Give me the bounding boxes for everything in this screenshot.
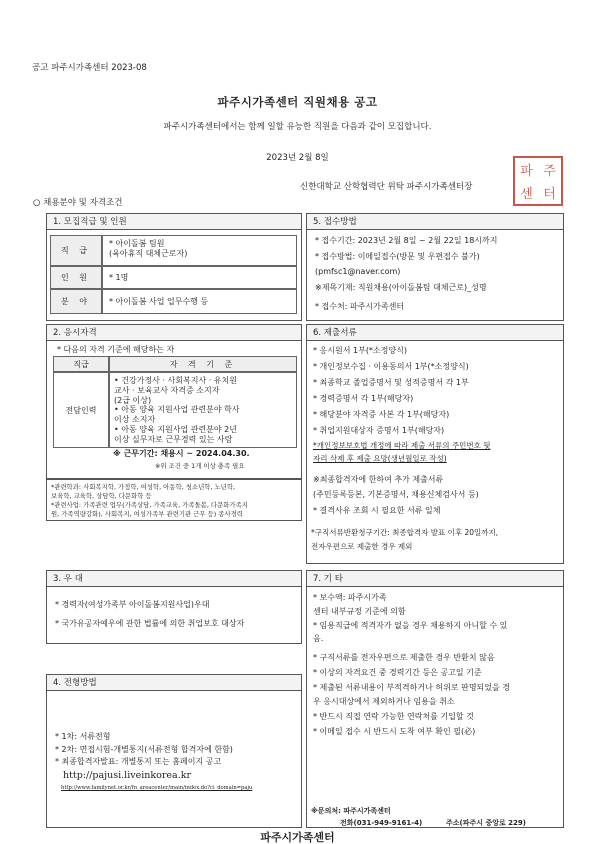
contact-phone: 전화(031-949-9161-4): [340, 819, 423, 827]
intro-text: 파주시가족센터에서는 함께 일할 유능한 직원을 다음과 같이 모집합니다.: [163, 122, 432, 132]
section-title: 1. 모집직급 및 인원: [47, 214, 301, 230]
label-field: 분 야: [50, 289, 102, 314]
criteria-note: ※위 조건 중 1개 이상 충족 필요: [155, 462, 245, 470]
value-rank: * 아이돌봄 팀원 (육아휴직 대체근로자): [102, 235, 297, 266]
qualification-lead: * 다음의 자격 기준에 해당하는 자: [57, 345, 175, 354]
label-headcount: 인 원: [50, 266, 102, 289]
issuer-name: 신한대학교 산학협력단 위탁 파주시가족센터장: [300, 182, 473, 192]
section-title: 6. 제출서류: [307, 325, 563, 341]
contact-label: ※문의처: 파주시가족센터: [311, 807, 391, 815]
value-headcount: * 1명: [102, 266, 297, 289]
section-title: 4. 전형방법: [47, 675, 301, 691]
section-preference: 3. 우 대 * 경력자(여성가족부 아이돌봄지원사업)우대 * 국가유공자예우에 관한 법률에 의한 취업보호 대상자: [46, 570, 302, 644]
homepage-link[interactable]: http://pajusi.liveinkorea.kr: [63, 770, 192, 781]
footnote-area: *관련학과: 사회복지학, 가정학, 여성학, 아동학, 청소년학, 노년학, 보육학, 교육학, 상담학, 다문화학 등 *관련사업: 가족관련 업무(가족상담, 가족교육, 가족돌봄, 다문화가족지 원, 가족역량강화), 사회복지, 여성가족부 관련기관 근무 등) 종사경력: [46, 479, 302, 521]
label-rank: 직 급: [50, 235, 102, 266]
section-documents: 6. 제출서류 * 응시원서 1부(*소정양식) * 개인정보수집 · 이용동의서 1부(*소정양식) * 최종학교 졸업증명서 및 성적증명서 각 1부 * 경력증명서 각 1부(해당자) * 해당분야 자격증 사본 각 1부(해당자) * 취업지원대상자 증명서 1부(해당자) *개인정보보호법 개정에 따라 제출 서류의 주민번호 뒷 자리 삭제 후 제출 요망(생년월일로 작성) ※최종합격자에 한하여 추가 제출서류 (주민등록등본, 기본증명서, 채용신체검사서 등) * 결격사유 조회 시 필요한 서류 일체 *구직서류반환청구기간: 최종합격자 발표 이후 20일까지, 전자우편으로 제출한 경우 제외: [306, 324, 564, 564]
section-title: 5. 접수방법: [307, 214, 563, 230]
official-seal-stamp: 파 주 센 터: [513, 156, 563, 206]
section-selection: 4. 전형방법 * 1차: 서류전형 * 2차: 면접시험-개별통지(서류전형 합격자에 한함) * 최종합격자발표: 개별통지 또는 홈페이지 공고 http://pajusi.liveinkorea.kr http://www.familynet.or.kr/fn_areacenter/main/index.do?ci_domain=paju: [46, 674, 302, 828]
field-heading: ○ 채용분야 및 자격조건: [33, 198, 123, 208]
table-row-label: 전담인력: [53, 372, 109, 448]
table-header-rank: 직급: [53, 356, 109, 372]
page-title: 파주시가족센터 직원채용 공고: [217, 95, 378, 109]
document-reference: 공고 파주시가족센터 2023-08: [32, 63, 147, 73]
section-title: 7. 기 타: [307, 571, 563, 587]
work-period: ※ 근무기간: 채용시 ~ 2024.04.30.: [113, 449, 250, 458]
section-application: 5. 접수방법 * 접수기간: 2023년 2월 8일 ~ 2월 22일 18시까지 * 접수방법: 이메일접수(방문 및 우편접수 불가) (pmfsc1@naver.com) ※제목기재: 직원채용(아이돌봄팀 대체근로)_성명 * 접수처: 파주시가족센터: [306, 213, 564, 321]
criteria-cell: • 건강가정사 · 사회복지사 · 유치원 교사 · 보육교사 자격증 소지자 (2급 이상) • 아동 양육 지원사업 관련분야 학사 이상 소지자 • 아동 양육 지원사업 관련분야 2년 이상 실무자로 근무경력 있는 사람: [109, 372, 297, 448]
table-header-criteria: 자 격 기 준: [109, 356, 297, 372]
contact-address: 주소(파주시 중앙로 229): [446, 819, 526, 827]
section-title: 3. 우 대: [47, 571, 301, 587]
value-field: * 아이돌봄 사업 업무수행 등: [102, 289, 297, 314]
footer-organization: 파주시가족센터: [260, 831, 335, 844]
section-others: 7. 기 타 * 보수액: 파주시가족 센터 내부규정 기준에 의함 * 임용직급에 적격자가 없을 경우 채용하지 아니할 수 있 음. * 구직서류를 전자우편으로 제출한 경우 반환치 않음 * 이상의 자격요건 중 경력기간 등은 공고일 기준 * 제출된 서류내용이 부적격하거나 허위로 판명되었을 경 우 응시대상에서 제외하거나 임용을 취소 * 반드시 직접 연락 가능한 연락처를 기입할 것 * 이메일 접수 시 반드시 도착 여부 확인 필(必) ※문의처: 파주시가족센터: [306, 570, 564, 828]
section-title: 2. 응시자격: [47, 325, 301, 341]
familynet-link[interactable]: http://www.familynet.or.kr/fn_areacenter/main/index.do?ci_domain=paju: [61, 785, 253, 791]
announcement-date: 2023년 2월 8일: [266, 153, 329, 163]
